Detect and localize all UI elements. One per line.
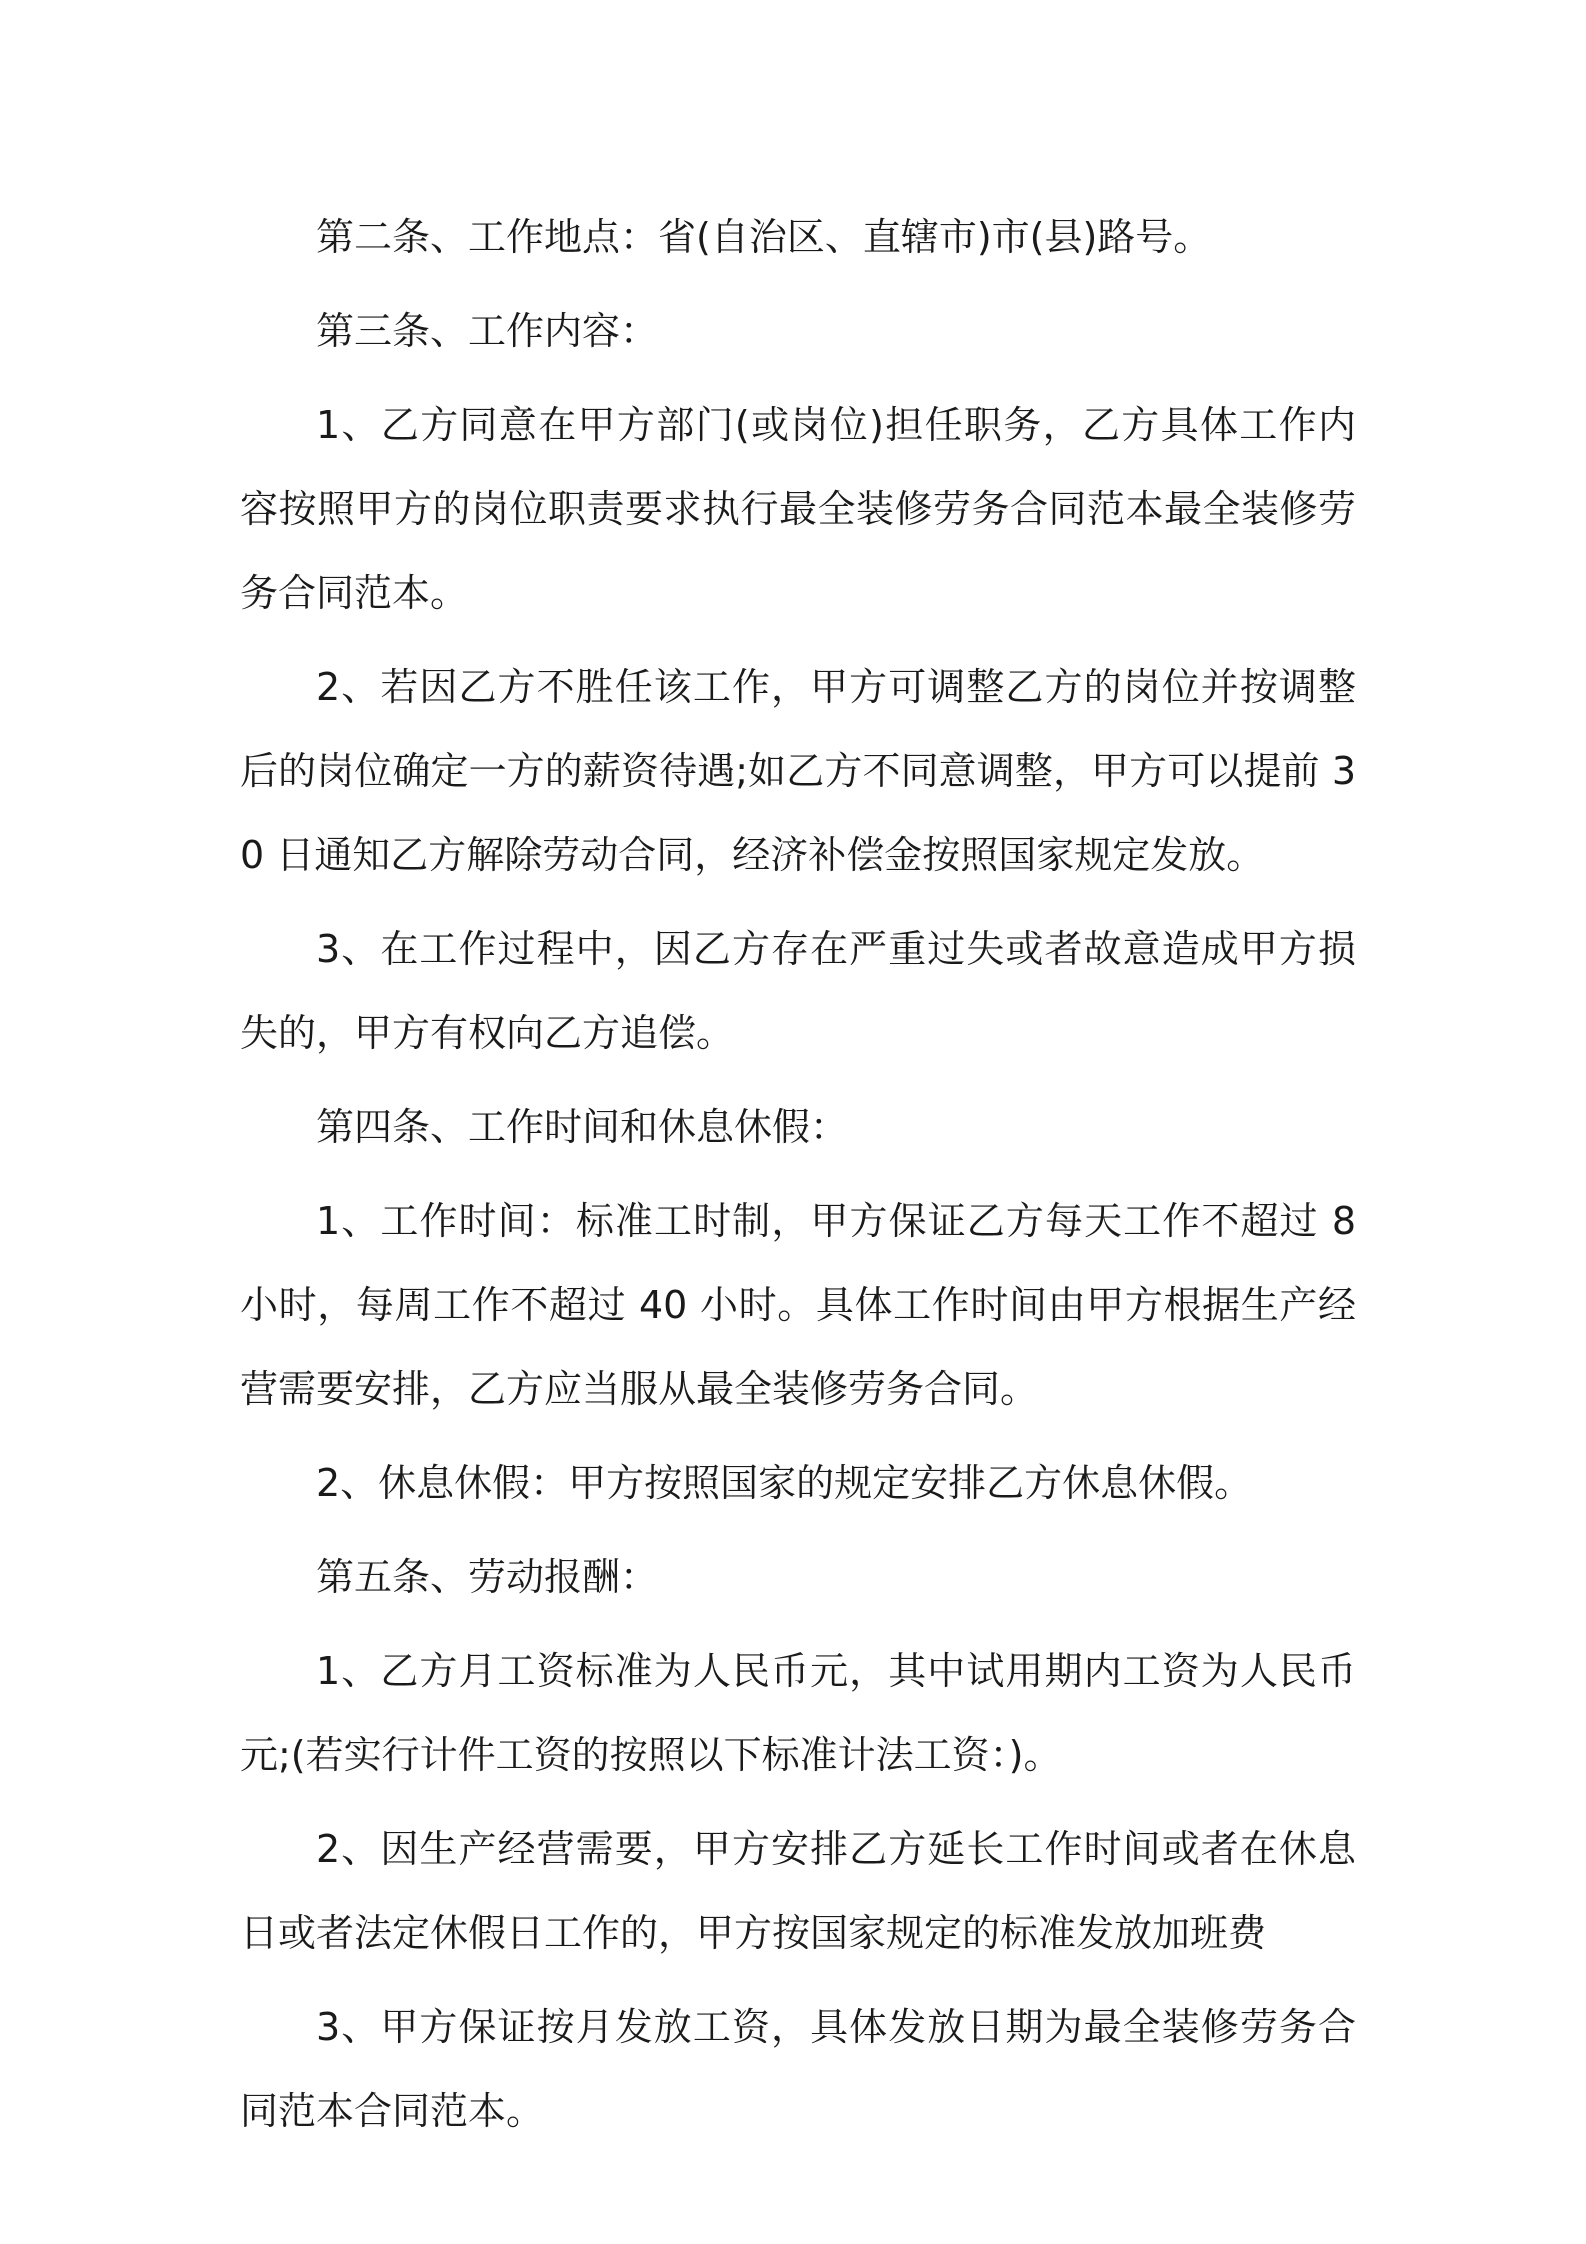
clause-4-item-2: 2、休息休假：甲方按照国家的规定安排乙方休息休假。 — [316, 1461, 1253, 1505]
clause-3-item-1: 1、乙方同意在甲方部门(或岗位)担任职务，乙方具体工作内容按照甲方的岗位职责要求执行最全装修劳务合同范本最全装修劳务合同范本。 — [240, 403, 1356, 615]
clause-5-heading: 第五条、劳动报酬： — [316, 1555, 659, 1599]
document-body — [240, 195, 1356, 2163]
clause-3-item-2: 2、若因乙方不胜任该工作，甲方可调整乙方的岗位并按调整后的岗位确定一方的薪资待遇;如乙方不同意调整，甲方可以提前 30 日通知乙方解除劳动合同，经济补偿金按照国家规定发放。 — [240, 665, 1356, 877]
clause-3-heading: 第三条、工作内容： — [316, 309, 659, 353]
clause-4-item-1: 1、工作时间：标准工时制，甲方保证乙方每天工作不超过 8 小时，每周工作不超过 40 小时。具体工作时间由甲方根据生产经营需要安排，乙方应当服从最全装修劳务合同。 — [240, 1199, 1356, 1411]
clause-5-item-1: 1、乙方月工资标准为人民币元，其中试用期内工资为人民币元;(若实行计件工资的按照以下标准计法工资：)。 — [240, 1649, 1356, 1777]
clause-2-work-location: 第二条、工作地点：省(自治区、直辖市)市(县)路号。 — [316, 215, 1212, 259]
clause-4-heading: 第四条、工作时间和休息休假： — [316, 1105, 849, 1149]
clause-5-item-2: 2、因生产经营需要，甲方安排乙方延长工作时间或者在休息日或者法定休假日工作的，甲方按国家规定的标准发放加班费 — [240, 1827, 1356, 1955]
clause-3-item-3: 3、在工作过程中，因乙方存在严重过失或者故意造成甲方损失的，甲方有权向乙方追偿。 — [240, 927, 1356, 1055]
clause-5-item-3: 3、甲方保证按月发放工资，具体发放日期为最全装修劳务合同范本合同范本。 — [240, 2005, 1356, 2133]
